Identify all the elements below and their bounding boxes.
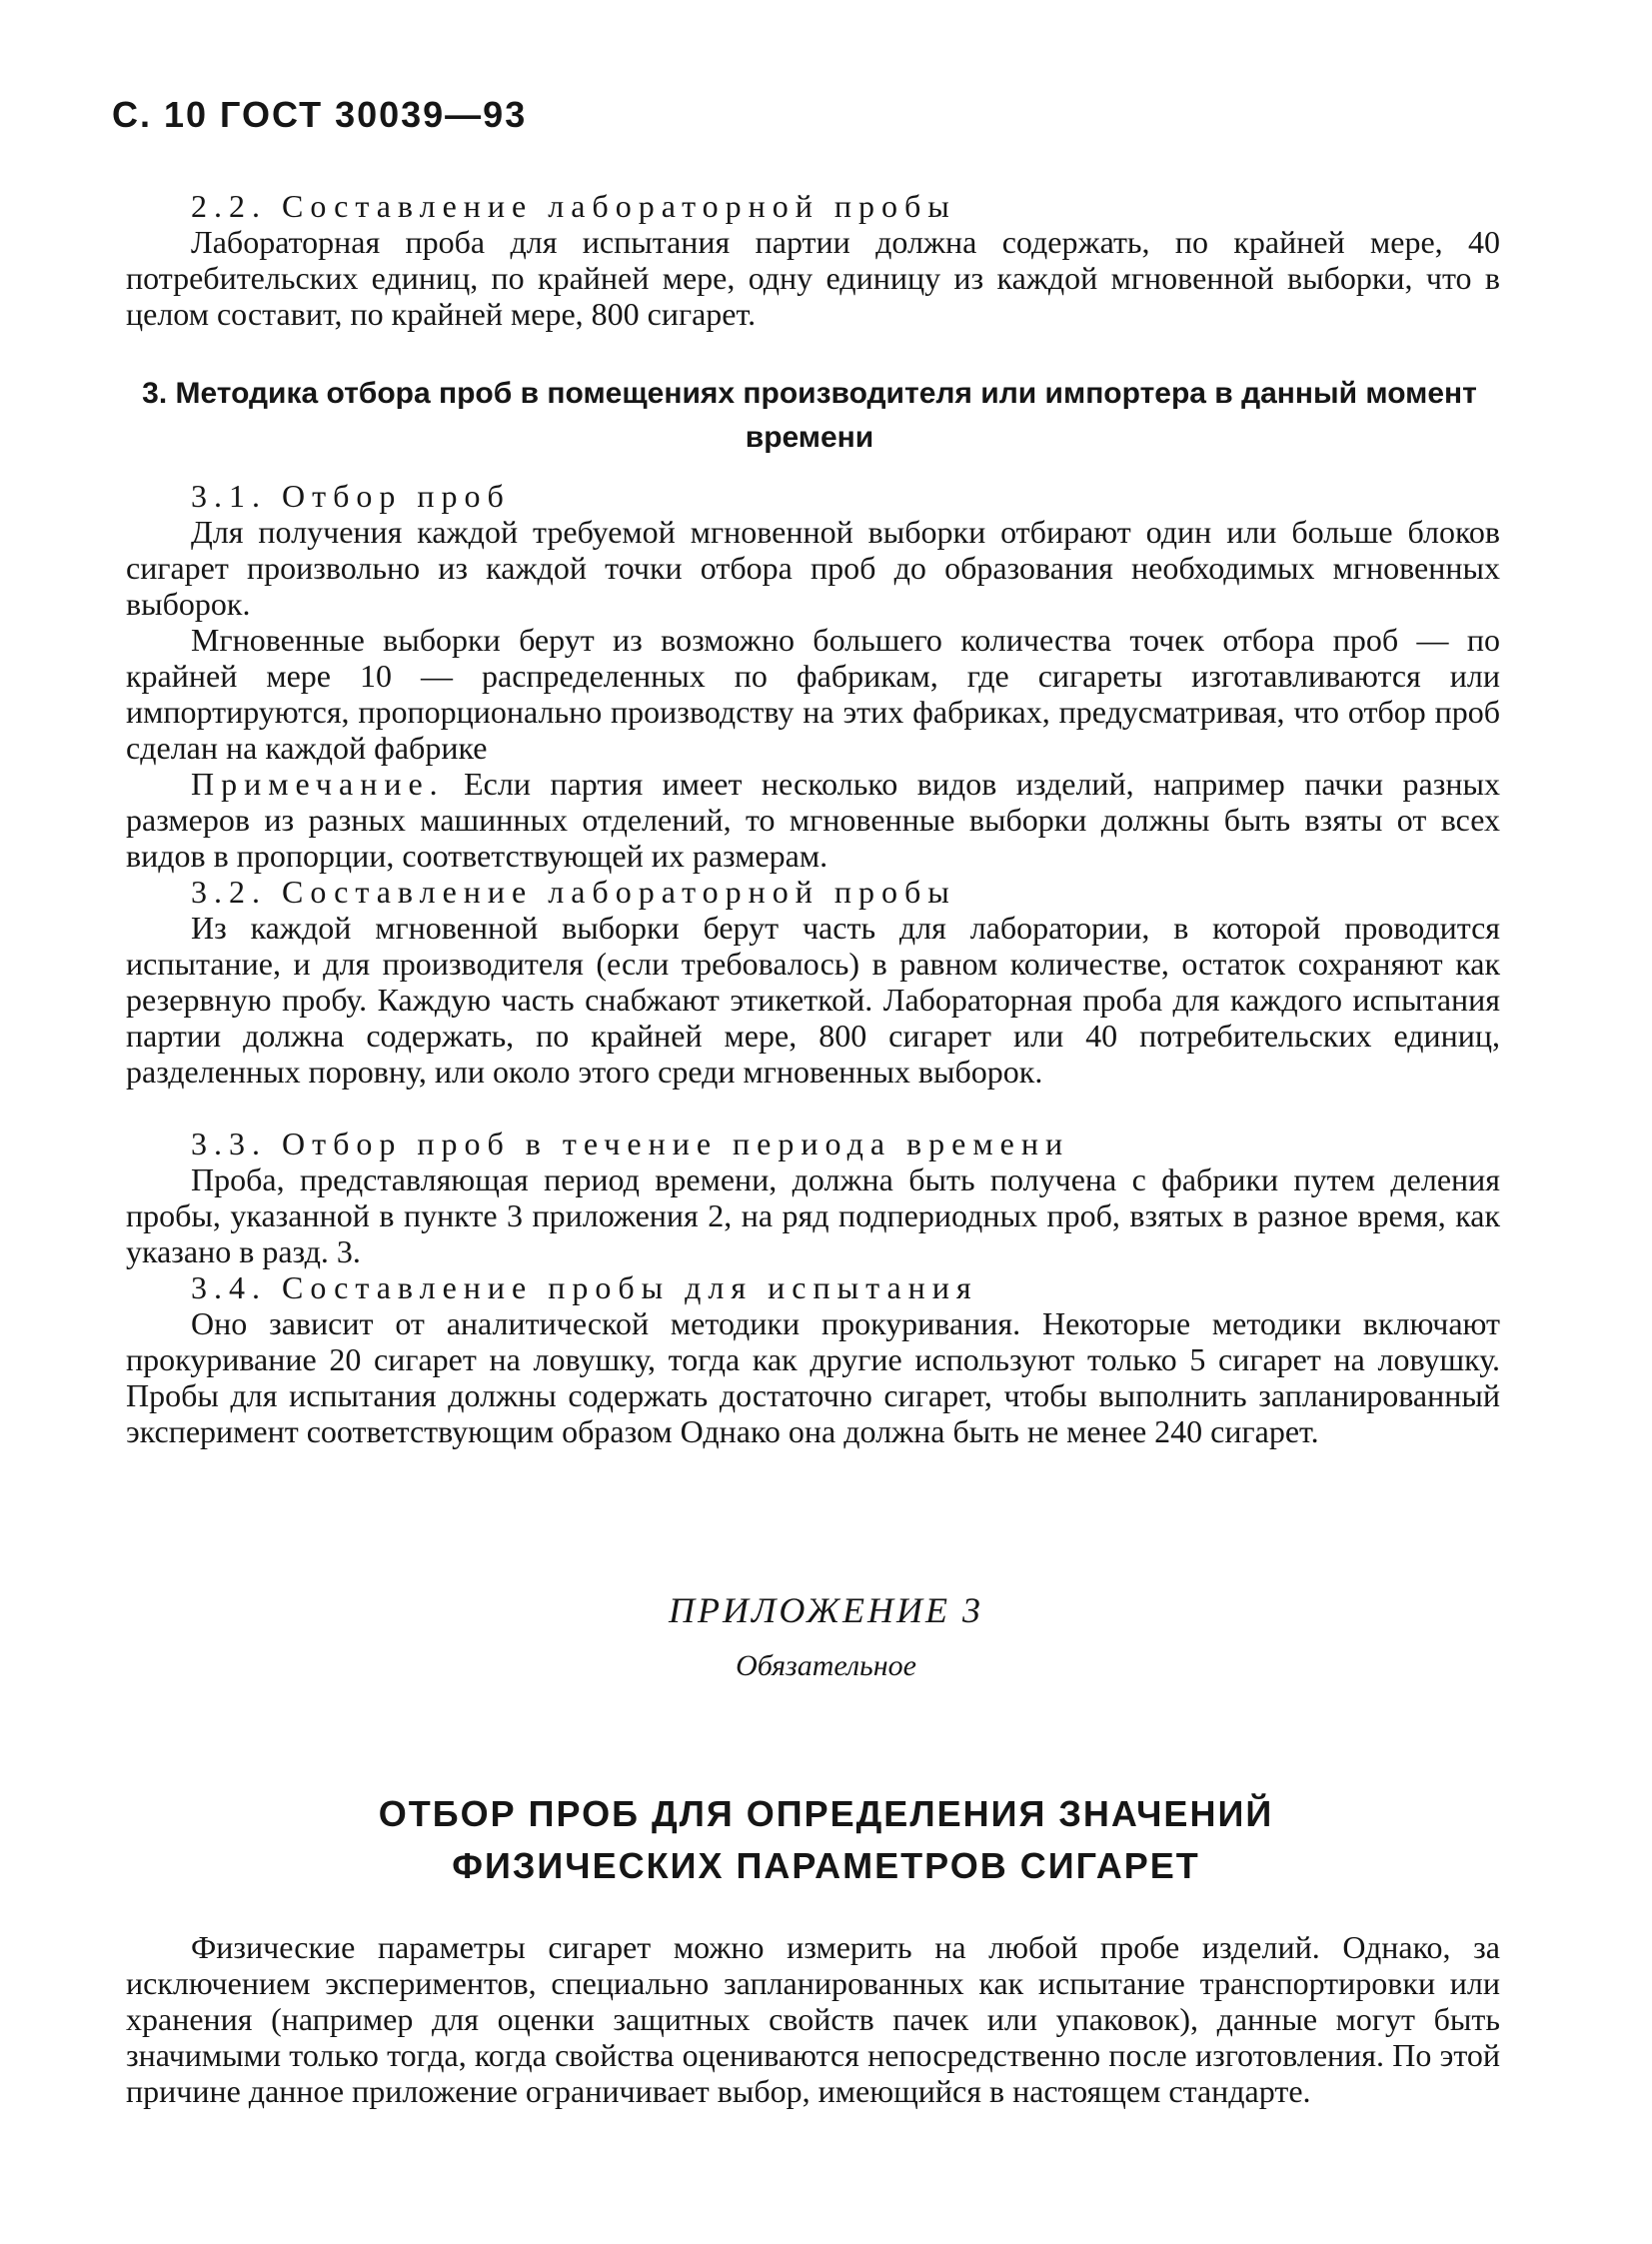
clause-3-3-text: Проба, представляющая период времени, должна быть получена с фабрики путем деления пробы, указанной в пункте 3 приложения 2, на ряд подпериодных проб, взятых в разное время, как указано в разд. 3.: [126, 1161, 1500, 1269]
note-text: Если партия имеет несколько видов изделий, например пачки разных размеров из разных машинных отделений, то мгновенные выборки должны быть взяты от всех видов в пропорции, соответствующей их размерам.: [126, 766, 1501, 874]
clause-3-2-text: Из каждой мгновенной выборки берут часть для лаборатории, в которой проводится испытание, и для производителя (если требовалось) в равном количестве, остаток сохраняют как резервную пробу. Каждую часть снабжают этикеткой. Лабораторная проба для каждого испытания партии должна содержать, по крайней мере, 800 сигарет или 40 потребительских единиц, разделенных поровну, или около этого среди мгновенных выборок.: [126, 910, 1500, 1090]
appendix-text: Физические параметры сигарет можно измерить на любой пробе изделий. Однако, за исключением экспериментов, специально запланированных как испытание транспортировки или хранения (например для оценки защитных свойств пачек или упаковок), данные могут быть значимыми только тогда, когда свойства оцениваются непосредственно после изготовления. По этой причине данное приложение ограничивает выбор, имеющийся в настоящем стандарте.: [126, 1929, 1500, 2109]
section-3-title: 3. Методика отбора проб в помещениях производителя или импортера в данный момент времени: [142, 377, 1477, 454]
clause-3-4-heading: 3.4. Составление пробы для испытания: [191, 1269, 978, 1305]
clause-3-1-note: [126, 766, 1500, 874]
appendix-label: ПРИЛОЖЕНИЕ 3: [669, 1590, 983, 1630]
clause-3-1-para-2: Мгновенные выборки берут из возможно большего количества точек отбора проб — по крайней мере 10 — распределенных по фабрикам, где сигареты изготавливаются или импортируются, пропорционально производству на этих фабриках, предусматривая, что отбор проб сделан на каждой фабрике: [126, 622, 1500, 766]
clause-3-3-heading: 3.3. Отбор проб в течение периода времени: [191, 1125, 1070, 1161]
appendix-title-line-1: ОТБОР ПРОБ ДЛЯ ОПРЕДЕЛЕНИЯ ЗНАЧЕНИЙ: [378, 1793, 1274, 1834]
appendix-status: Обязательное: [736, 1649, 916, 1682]
clause-3-1-heading: 3.1. Отбор проб: [191, 478, 511, 514]
clause-3-1-para-1: Для получения каждой требуемой мгновенной выборки отбирают один или больше блоков сигарет произвольно из каждой точки отбора проб до образования необходимых мгновенных выборок.: [126, 514, 1500, 622]
appendix-title-line-2: ФИЗИЧЕСКИХ ПАРАМЕТРОВ СИГАРЕТ: [452, 1845, 1200, 1886]
clause-3-2-heading: 3.2. Составление лабораторной пробы: [191, 874, 956, 910]
page-header: С. 10 ГОСТ 30039—93: [112, 94, 528, 135]
clause-2-2-heading: 2.2. Составление лабораторной пробы: [191, 188, 956, 224]
clause-3-4-text: Оно зависит от аналитической методики прокуривания. Некоторые методики включают прокуривание 20 сигарет на ловушку, тогда как другие используют только 5 сигарет на ловушку. Пробы для испытания должны содержать достаточно сигарет, чтобы выполнить запланированный эксперимент соответствующим образом Однако она должна быть не менее 240 сигарет.: [126, 1305, 1500, 1449]
note-label: Примечание.: [191, 766, 445, 802]
clause-2-2-text: Лабораторная проба для испытания партии должна содержать, по крайней мере, 40 потребительских единиц, по крайней мере, одну единицу из каждой мгновенной выборки, что в целом составит, по крайней мере, 800 сигарет.: [126, 224, 1500, 332]
